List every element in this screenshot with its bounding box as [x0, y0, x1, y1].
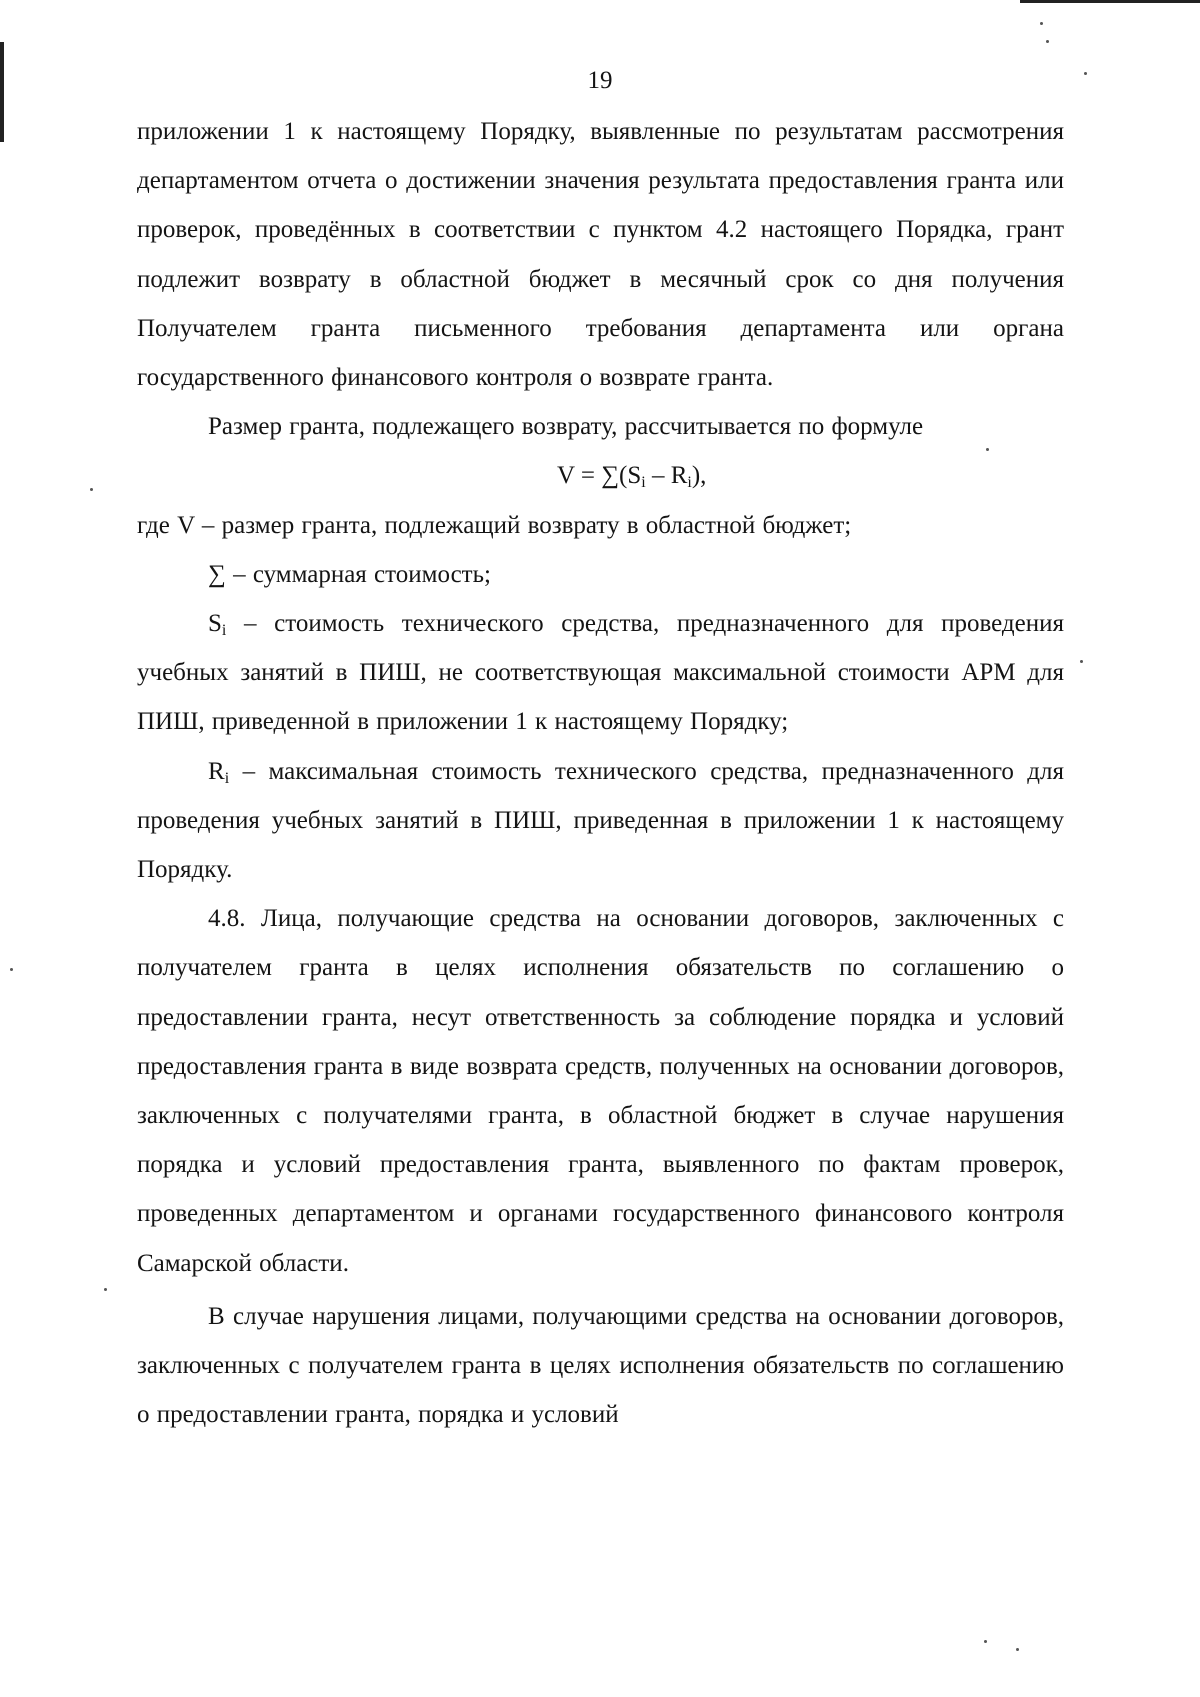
scan-speck — [10, 968, 13, 971]
definition-ri-text: – максимальная стоимость технического средства, предназначенного для проведения учебных занятий в ПИШ, приведенная в приложении 1 к настоящему Порядку. — [137, 757, 1064, 884]
formula-subscript-s: i — [641, 474, 646, 492]
formula-prefix: V = ∑(S — [557, 462, 642, 490]
symbol-s: S — [208, 610, 222, 638]
scan-speck — [90, 488, 93, 491]
definition-v: где V – размер гранта, подлежащий возврату в областной бюджет; — [137, 511, 852, 539]
definition-si-text: – стоимость технического средства, предназначенного для проведения учебных занятий в ПИШ, не соответствующая максимальной стоимости АРМ для ПИШ, приведенной в приложении 1 к настоящему Порядку; — [137, 610, 1064, 736]
symbol-r-subscript: i — [224, 769, 230, 787]
scan-speck — [1040, 22, 1043, 25]
formula-subscript-r: i — [687, 474, 692, 492]
scan-speck — [984, 1640, 987, 1643]
definition-si — [137, 599, 1064, 747]
page-number: 19 — [587, 67, 613, 94]
paragraph-continuation: приложении 1 к настоящему Порядку, выявленные по результатам рассмотрения департаментом отчета о достижении значения результата предоставления гранта или проверок, проведённых в соответствии с пунктом 4.2 настоящего Порядка, грант подлежит возврату в областной бюджет в месячный срок со дня получения Получателем гранта письменного требования департамента или органа государственного финансового контроля о возврате гранта. — [137, 118, 1064, 392]
scan-speck — [104, 1288, 107, 1291]
scan-edge-top — [1020, 0, 1200, 3]
paragraph-4-8: 4.8. Лица, получающие средства на основании договоров, заключенных с получателем гранта в целях исполнения обязательств по соглашению о предоставлении гранта, несут ответственность за соблюдение порядка и условий предоставления гранта в виде возврата средств, полученных на основании договоров, заключенных с получателями гранта, в областной бюджет в случае нарушения порядка и условий предоставления гранта, выявленного по фактам проверок, проведенных департаментом и органами государственного финансового контроля Самарской области. — [137, 905, 1064, 1277]
document-body — [137, 107, 1064, 1439]
definition-ri — [137, 747, 1064, 895]
symbol-r: R — [208, 757, 225, 785]
formula-middle: – R — [645, 462, 688, 490]
symbol-s-subscript: i — [221, 622, 227, 640]
paragraph-formula-intro: Размер гранта, подлежащего возврату, рассчитывается по формуле — [208, 413, 924, 441]
scan-speck — [1080, 660, 1083, 663]
paragraph-violation: В случае нарушения лицами, получающими средства на основании договоров, заключенных с получателем гранта в целях исполнения обязательств по соглашению о предоставлении гранта, порядка и условий — [137, 1302, 1064, 1429]
definition-sum: ∑ – суммарная стоимость; — [208, 560, 491, 588]
scan-speck — [1046, 40, 1049, 43]
refund-formula — [137, 451, 1064, 500]
formula-suffix: ), — [691, 462, 707, 490]
scan-speck — [1016, 1648, 1019, 1651]
